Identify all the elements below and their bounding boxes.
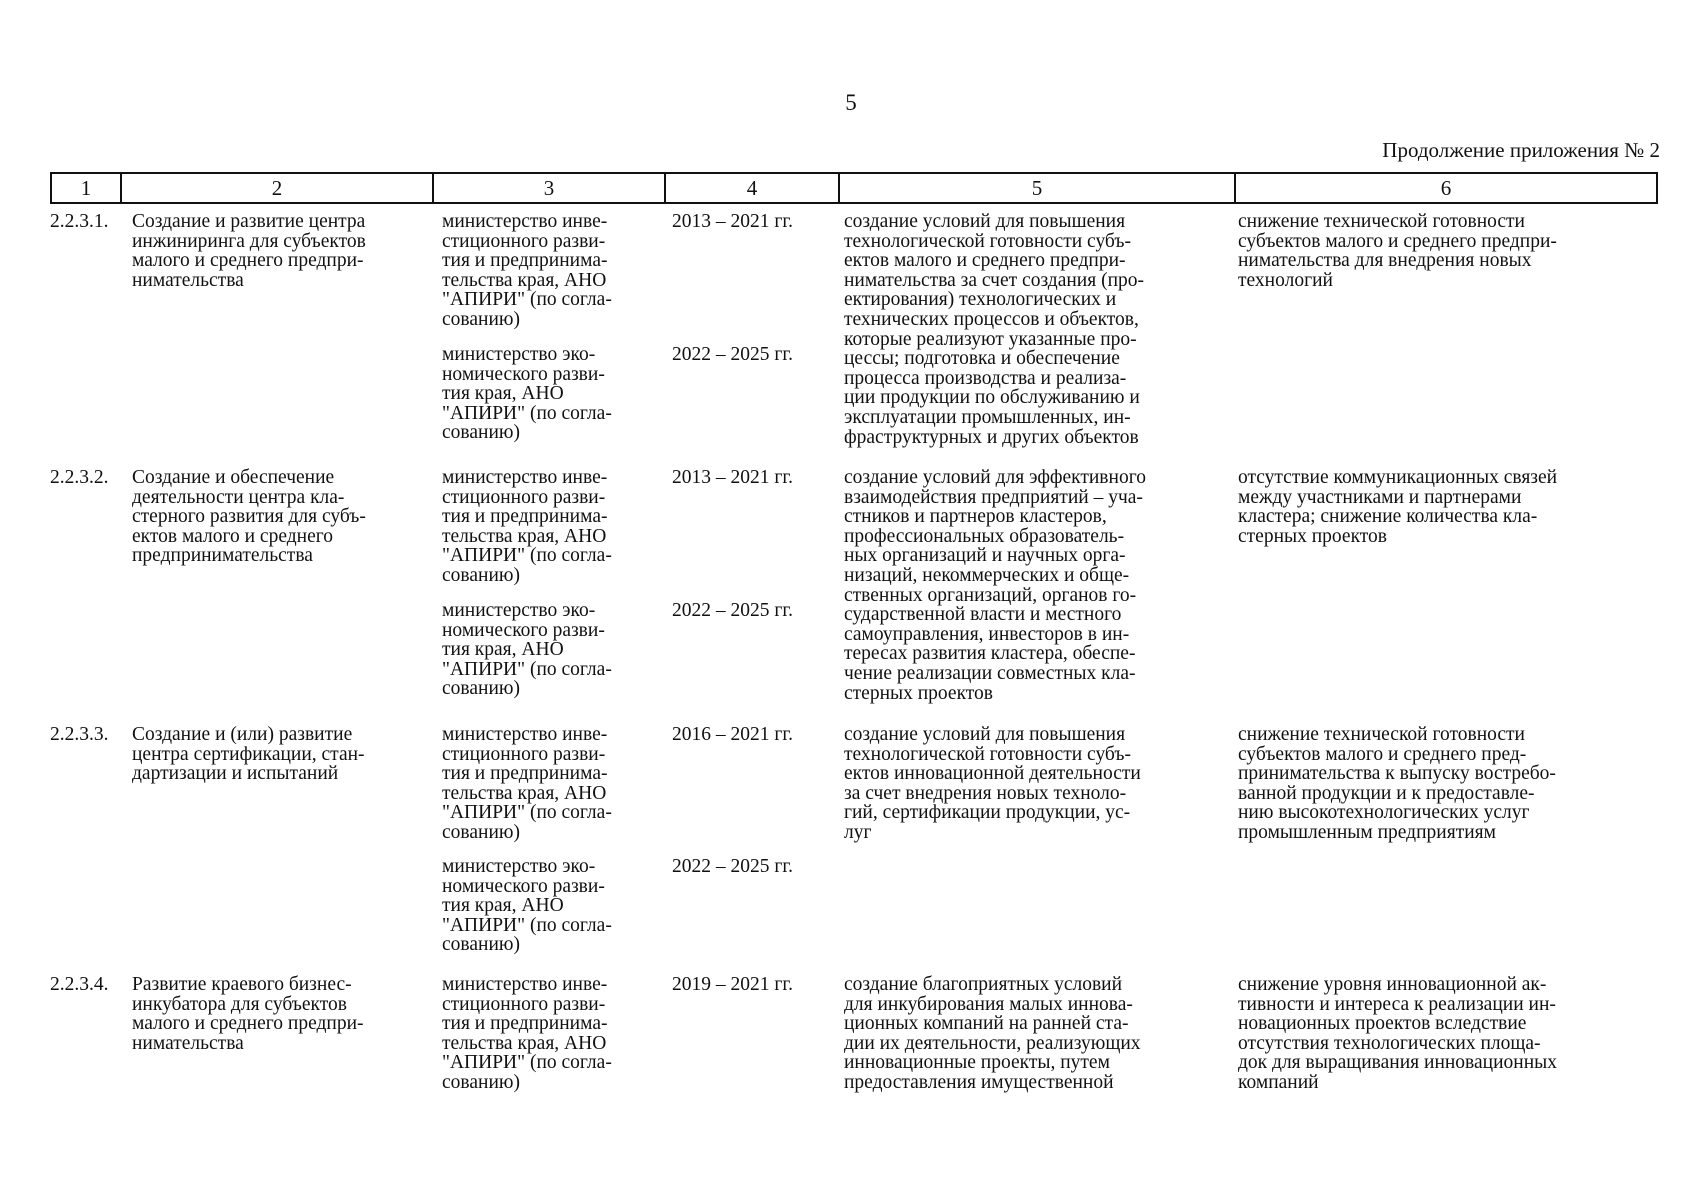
implementation-period: 2022 – 2025 гг. (672, 856, 794, 877)
expected-result: создание благоприятных условий для инкубирования малых иннова- ционных компаний на ранней ста- дии их деятельности, реализующих инновационные проекты, путем предоставления имущественной (844, 974, 1141, 1093)
column-header-2: 2 (121, 173, 433, 203)
executor: министерство эко- номического разви- тия края, АНО "АПИРИ" (по согла- сованию) (442, 344, 612, 444)
measure-name: Создание и обеспечение деятельности центра кла- стерного развития для субъ- ектов малого и среднего предпринимательства (132, 467, 366, 567)
column-number-header (50, 172, 1658, 204)
expected-result: создание условий для повышения технологической готовности субъ- ектов малого и среднего предпри- нимательства за счет создания (про- ектирования) технологических и технических процессов и объектов, которые реализуют указанные про- цессы; подготовка и обеспечение процесса производства и реализа- ции продукции по обслуживанию и эксплуатации промышленных, ин- фраструктурных и других объектов (844, 211, 1145, 448)
executor: министерство инве- стиционного разви- тия и предпринима- тельства края, АНО "АПИРИ" (по согла- сованию) (442, 724, 612, 843)
measure-number: 2.2.3.3. (50, 724, 109, 745)
executor: министерство эко- номического разви- тия края, АНО "АПИРИ" (по согла- сованию) (442, 600, 612, 700)
measure-name: Развитие краевого бизнес- инкубатора для субъектов малого и среднего предпри- нимательства (132, 974, 364, 1054)
page-number: 5 (845, 90, 857, 115)
measure-number: 2.2.3.4. (50, 974, 109, 995)
implementation-period: 2016 – 2021 гг. (672, 724, 794, 745)
non-implementation-consequence: отсутствие коммуникационных связей между участниками и партнерами кластера; снижение количества кла- стерных проектов (1238, 467, 1558, 547)
executor: министерство эко- номического разви- тия края, АНО "АПИРИ" (по согла- сованию) (442, 856, 612, 956)
executor: министерство инве- стиционного разви- тия и предпринима- тельства края, АНО "АПИРИ" (по согла- сованию) (442, 467, 612, 586)
executor: министерство инве- стиционного разви- тия и предпринима- тельства края, АНО "АПИРИ" (по согла- сованию) (442, 211, 612, 330)
implementation-period: 2022 – 2025 гг. (672, 344, 794, 365)
measure-number: 2.2.3.1. (50, 211, 109, 232)
non-implementation-consequence: снижение технической готовности субъектов малого и среднего пред- принимательства к выпуску востребо- ванной продукции и к предоставле- нию высокотехнологических услуг промышленным предприятиям (1238, 724, 1556, 843)
expected-result: создание условий для повышения технологической готовности субъ- ектов инновационной деятельности за счет внедрения новых техноло- гий, сертификации продукции, ус- луг (844, 724, 1141, 843)
measure-number: 2.2.3.2. (50, 467, 109, 488)
column-header-6: 6 (1235, 173, 1657, 203)
measure-name: Создание и развитие центра инжиниринга для субъектов малого и среднего предпри- нимательства (132, 211, 366, 291)
column-header-1: 1 (51, 173, 121, 203)
implementation-period: 2019 – 2021 гг. (672, 974, 794, 995)
measures-table-body (50, 212, 1656, 1112)
non-implementation-consequence: снижение уровня инновационной ак- тивности и интереса к реализации ин- новационных проектов вследствие отсутствия технологических площа- док для выращивания инновационных компаний (1238, 974, 1558, 1093)
measure-name: Создание и (или) развитие центра сертификации, стан- дартизации и испытаний (132, 724, 365, 785)
column-header-4: 4 (665, 173, 839, 203)
implementation-period: 2013 – 2021 гг. (672, 467, 794, 488)
expected-result: создание условий для эффективного взаимодействия предприятий – уча- стников и партнеров кластеров, профессиональных образователь- ных организаций и научных орга- низаций, некоммерческих и обще- ственных организаций, органов го- сударственной власти и местного самоуправления, инвесторов в ин- тересах развития кластера, обеспе- чение реализации совместных кла- стерных проектов (844, 467, 1146, 704)
implementation-period: 2022 – 2025 гг. (672, 600, 794, 621)
column-header-5: 5 (839, 173, 1235, 203)
column-header-3: 3 (433, 173, 665, 203)
implementation-period: 2013 – 2021 гг. (672, 211, 794, 232)
appendix-continuation-label: Продолжение приложения № 2 (1382, 138, 1660, 162)
executor: министерство инве- стиционного разви- тия и предпринима- тельства края, АНО "АПИРИ" (по согла- сованию) (442, 974, 612, 1093)
non-implementation-consequence: снижение технической готовности субъектов малого и среднего предпри- нимательства для внедрения новых технологий (1238, 211, 1557, 291)
